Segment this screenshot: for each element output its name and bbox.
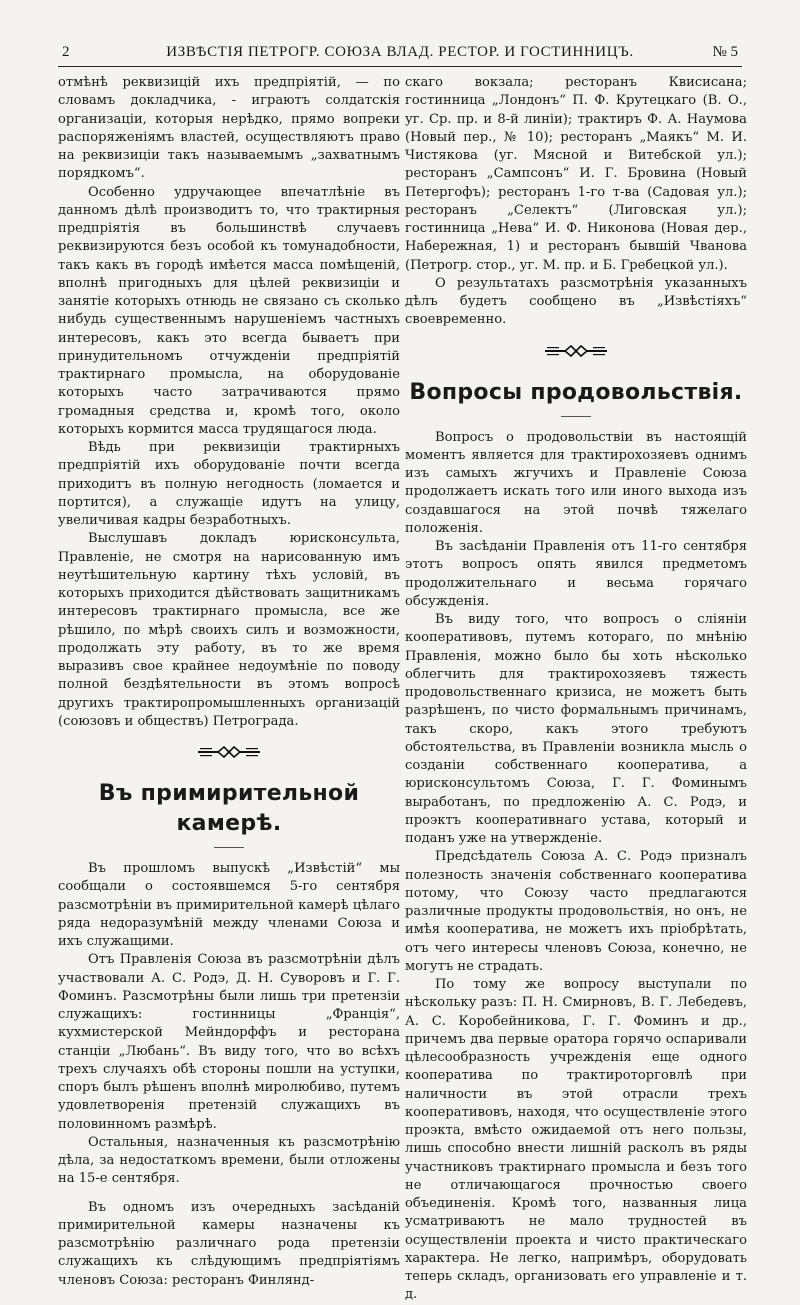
ornament-divider-icon <box>405 344 747 366</box>
paragraph: Выслушавъ докладъ юрисконсульта, Правленіе, не смотря на нарисованную имъ неутѣшительную картину тѣхъ условій, въ которыхъ приходится дѣйствовать защитникамъ интересовъ трактирнаго промысла, все же рѣшило, по мѣрѣ своихъ силъ и возможности, продолжать эту работу, въ то же время выразивъ свое крайнее недоумѣніе по поводу полной бездѣятельности въ этомъ вопросѣ другихъ трактиропромышленныхъ организацій (союзовъ и обществъ) Петрограда. <box>58 531 400 729</box>
paragraph: Вопросъ о продовольствіи въ настоящій моментъ является для трактирохозяевъ однимъ изъ самыхъ жгучихъ и Правленіе Союза продолжаетъ искать того или иного выхода изъ создавшагося на этой почвѣ тяжелаго положенія. <box>405 429 747 536</box>
paragraph: Въ прошломъ выпускѣ „Извѣстій“ мы сообщали о состоявшемся 5-го сентября разсмотрѣніи въ примирительной камерѣ цѣлаго ряда недоразумѣній между членами Союза и ихъ служащими. <box>58 861 400 949</box>
paragraph: Предсѣдатель Союза А. С. Родэ призналъ полезность значенія собственнаго кооператива потому, что Союзу часто предлагаются различные продукты продовольствія, но онъ, не имѣя кооператива, не можетъ ихъ пріобрѣтать, отъ чего интересы членовъ Союза, конечно, не могутъ не страдать. <box>405 849 747 974</box>
left-column <box>58 74 400 1290</box>
running-header <box>58 40 742 67</box>
title-rule <box>214 847 244 848</box>
paragraph: Въ виду того, что вопросъ о сліяніи кооперативовъ, путемъ котораго, по мнѣнію Правленія, можно было бы хоть нѣсколько облегчить для трактирохозяевъ тяжесть продовольственнаго кризиса, не можетъ быть разрѣшенъ, по чисто формальнымъ причинамъ, такъ скоро, какъ этого требуютъ обстоятельства, въ Правленіи возникла мысль о созданіи собственнаго кооператива, а юрисконсультомъ Союза, Г. Г. Фоминымъ выработанъ, по предложенію А. С. Родэ, и проэктъ кооперативнаго устава, который и поданъ уже на утвержденіе. <box>405 612 747 846</box>
ornament-divider-icon <box>58 745 400 767</box>
section-title: Въ примирительной камерѣ. <box>98 781 360 836</box>
paragraph: О результатахъ разсмотрѣнія указанныхъ дѣлъ будетъ сообщено въ „Извѣстіяхъ“ своевременно. <box>405 275 747 328</box>
paragraph: По тому же вопросу выступали по нѣскольку разъ: П. Н. Смирновъ, В. Г. Лебедевъ, А. С. Коробейникова, Г. Г. Фоминъ и др., причемъ два первые оратора горячо оспаривали цѣлесообразность учрежденія еще одного кооператива по трактироторговлѣ при наличности въ этой отрасли трехъ кооперативовъ, находя, что осуществленіе этого проэкта, вмѣсто ожидаемой отъ него пользы, лишь способно внести лишній расколъ въ ряды участниковъ трактирнаго промысла и безъ того не отличающагося прочностью своего объединенія. Кромѣ того, названныя лица усматриваютъ не мало трудностей въ осуществленіи проекта и чисто практическаго характера. Не легко, напримѣръ, оборудовать теперь складъ, организовать его управленіе и т. д. <box>405 977 747 1303</box>
issue-number: № 5 <box>712 44 738 60</box>
journal-title: ИЗВѢСТІЯ ПЕТРОГР. СОЮЗА ВЛАД. РЕСТОР. И ГОСТИННИЦЪ. <box>166 44 634 60</box>
paragraph: Въ засѣданіи Правленія отъ 11-го сентября этотъ вопросъ опять явился предметомъ продолжительнаго и весьма горячаго обсужденія. <box>405 539 747 609</box>
page-number: 2 <box>62 44 70 60</box>
paragraph: отмѣнѣ реквизицій ихъ предпріятій, — по словамъ докладчика, - играютъ солдатскія организаціи, которыя нерѣдко, прямо вопреки распоряженіямъ властей, осуществляютъ право на реквизиціи такъ называемымъ „захватнымъ порядкомъ“. <box>58 75 400 182</box>
paragraph: Въ одномъ изъ очередныхъ засѣданій примирительной камеры назначены къ разсмотрѣнію различнаго рода претензіи служащихъ къ слѣдующимъ предпріятіямъ членовъ Союза: ресторанъ Финлянд- <box>58 1199 400 1288</box>
section-title: Вопросы продовольствія. <box>409 379 743 405</box>
right-column <box>405 74 747 1305</box>
paragraph: Особенно удручающее впечатлѣніе въ данномъ дѣлѣ производитъ то, что трактирныя предпріятія въ большинствѣ случаевъ реквизируются безъ особой къ томунадобности, такъ какъ въ городѣ имѣется масса помѣщеній, вполнѣ пригодныхъ для цѣлей реквизиціи и занятіе которыхъ отнюдь не связано съ сколько нибудь существеннымъ нарушеніемъ частныхъ интересовъ, какъ это всегда бываетъ при принудительномъ отчужденіи предпріятій трактирнаго промысла, на оборудованіе которыхъ часто затрачиваются прямо громадныя средства и, кромѣ того, около которыхъ кормится масса трудящагося люда. <box>58 184 400 437</box>
paragraph: Остальныя, назначенныя къ разсмотрѣнію дѣла, за недостаткомъ времени, были отложены на 15-е сентября. <box>58 1134 400 1187</box>
paragraph: скаго вокзала; ресторанъ Квисисана; гостинница „Лондонъ“ П. Ф. Крутецкаго (В. О., уг. Ср. пр. и 8-й линіи); трактиръ Ф. А. Наумова (Новый пер., № 10); ресторанъ „Маякъ“ М. И. Чистякова (уг. Мясной и Витебской ул.); ресторанъ „Сампсонъ“ И. Г. Бровина (Новый Петергофъ); ресторанъ 1-го т-ва (Садовая ул.); ресторанъ „Селектъ“ (Лиговская ул.); гостинница „Нева“ И. Ф. Никонова (Новая дер., Набережная, 1) и ресторанъ бывшій Чванова (Петрогр. стор., уг. М. пр. и Б. Гребецкой ул.). <box>405 75 747 273</box>
title-rule <box>561 416 591 417</box>
paragraph: Вѣдь при реквизиціи трактирныхъ предпріятій ихъ оборудованіе почти всегда приходитъ въ полную негодность (ломается и портится), а служащіе идутъ на улицу, увеличивая кадры безработныхъ. <box>58 440 400 528</box>
paragraph: Отъ Правленія Союза въ разсмотрѣніи дѣлъ участвовали А. С. Родэ, Д. Н. Суворовъ и Г. Г. Фоминъ. Разсмотрѣны были лишь три претензіи служащихъ: гостинницы „Франція“, кухмистерской Мейндорффъ и ресторана станціи „Любань“. Въ виду того, что во всѣхъ трехъ случаяхъ обѣ стороны пошли на уступки, споръ былъ рѣшенъ вполнѣ миролюбиво, путемъ удовлетворенія претензій служащихъ въ половинномъ размѣрѣ. <box>58 952 400 1132</box>
